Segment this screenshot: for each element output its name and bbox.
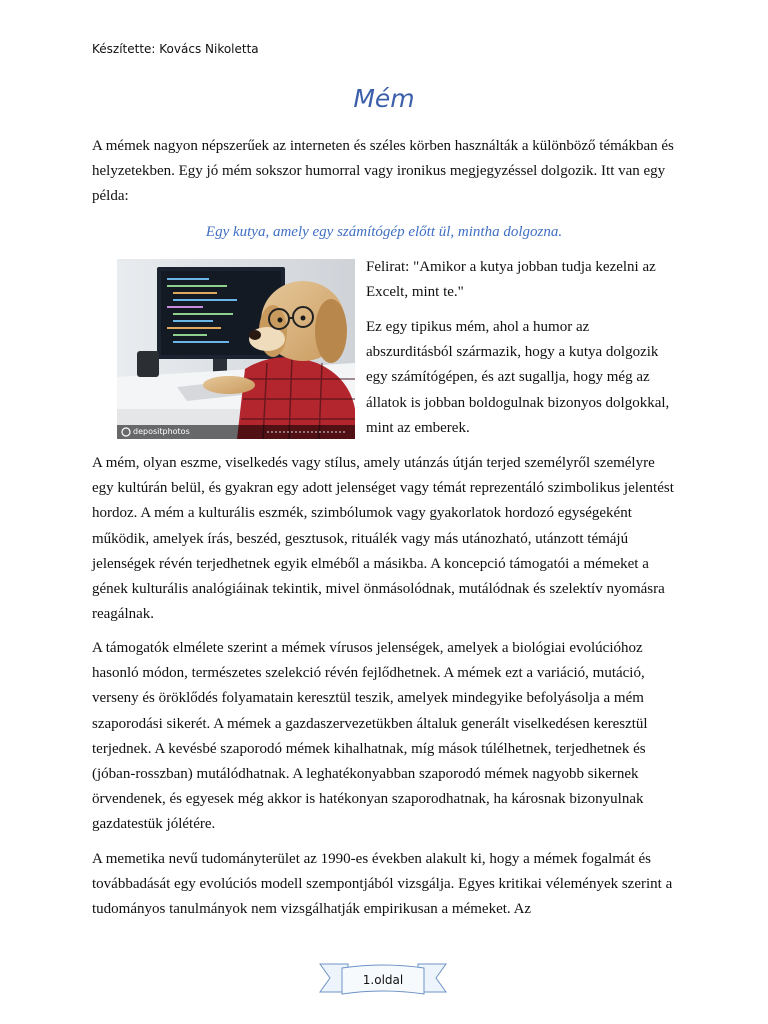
page-number-banner bbox=[318, 962, 448, 998]
memetics-paragraph: A memetika nevű tudományterület az 1990-es években alakult ki, hogy a mémek fogalmát és továbbadását egy evolúciós modell szempontjából vizsgálja. Egyes kritikai vélemények szerint a tudományos tanulmányok nem vizsgálhatják empirikusan a mémeket. Az bbox=[92, 851, 673, 918]
meme-theory-paragraph: A támogatók elmélete szerint a mémek vírusos jelenségek, amelyek a biológiai evolúcióhoz hasonló módon, természetes szelekció révén fejlődhetnek. A mémek ezt a variáció, mutáció, verseny és öröklődés folyamatain keresztül teszik, amelyek mindegyike befolyásolja a mém szaporodási sikerét. A mémek a gazdaszervezetükben általuk generált viselkedésen keresztül terjednek. A kevésbé szaporodó mémek kihalhatnak, míg mások túlélhetnek, terjedhetnek és (jóban-rosszban) mutálódhatnak. A leghatékonyabban szaporodó mémek nagyobb sikernek örvendenek, és egyesek még akkor is hatékonyan szaporodhatnak, ha károsnak bizonyulnak gazdatestük jólétére. bbox=[92, 640, 648, 833]
image-caption: Egy kutya, amely egy számítógép előtt ül, mintha dolgozna. bbox=[205, 224, 563, 240]
page-number: 1.oldal bbox=[362, 973, 404, 987]
meme-definition-paragraph: A mém, olyan eszme, viselkedés vagy stílus, amely utánzás útján terjed személyről személyre egy kultúrán belül, és gyakran egy adott jelenséget vagy témát reprezentáló szimbolikus jelentést hordoz. A mém a kulturális eszmék, szimbólumok vagy gyakorlatok hordozó egységeként működik, amelyek írás, beszéd, gesztusok, rituálék vagy más utánozható, utánzott témájú jelenségek révén terjedhetnek egyik elméből a másikba. A koncepció támogatói a mémeket a gének kulturális analógiáinak tekintik, mivel önmásolódnak, mutálódnak és szelektív nyomásra reagálnak. bbox=[92, 455, 674, 623]
intro-paragraph: A mémek nagyon népszerűek az interneten és széles körben használták a különböző témákban és helyzetekben. Egy jó mém sokszor humorral vagy ironikus megjegyzéssel dolgozik. Itt van egy példa: bbox=[92, 138, 674, 205]
meme-explanation-paragraph: Ez egy tipikus mém, ahol a humor az abszurditásból származik, hogy a kutya dolgozik egy számítógépen, és azt sugallja, hogy még az állatok is jobban boldogulnak bizonyos dolgokkal, mint az emberek. bbox=[366, 319, 670, 436]
document-title: Mém bbox=[353, 84, 415, 113]
page-header-author: Készítette: Kovács Nikoletta bbox=[92, 42, 259, 56]
image-watermark: depositphotos bbox=[133, 427, 190, 436]
meme-caption-paragraph: Felirat: "Amikor a kutya jobban tudja kezelni az Excelt, mint te." bbox=[366, 259, 656, 301]
dog-at-computer-image bbox=[117, 259, 355, 439]
